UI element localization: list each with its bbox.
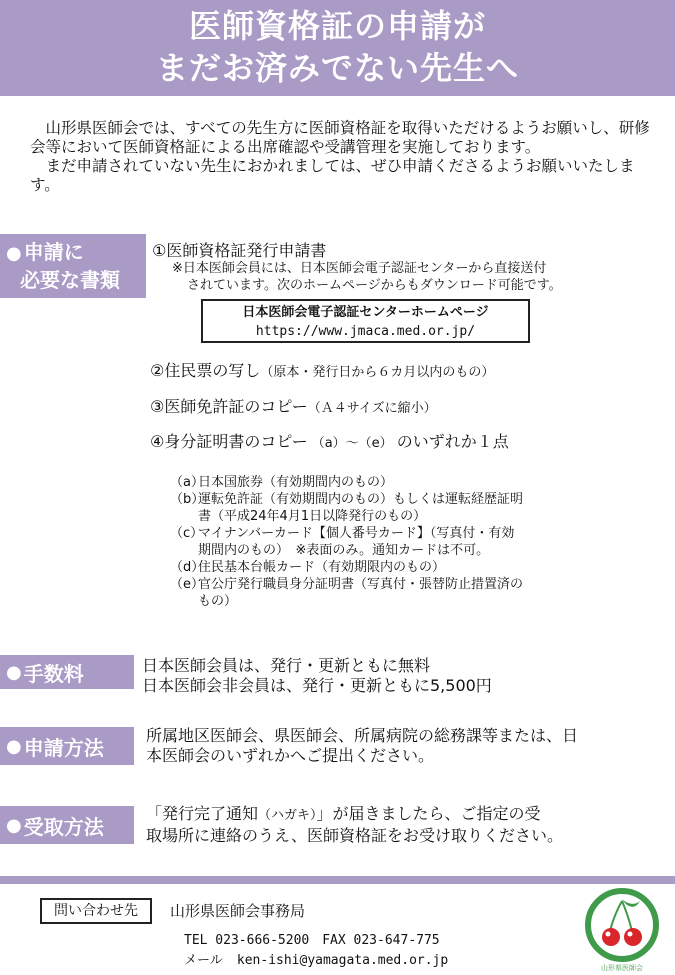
id-list-key: （d） xyxy=(170,560,205,575)
mail-label: メール xyxy=(184,953,223,968)
id-list-line1: 住民基本台帳カード（有効期限内のもの） xyxy=(198,560,446,575)
id-list-key: （a） xyxy=(170,475,204,490)
id-list-line1: 運転免許証（有効期間内のもの）もしくは運転経歴証明 xyxy=(198,492,524,507)
logo-caption: 山形県医師会 xyxy=(601,964,643,972)
page-title-line2: まだお済みでない先生へ xyxy=(155,49,519,87)
method-line-2: 本医師会のいずれかへご提出ください。 xyxy=(146,746,435,765)
doc-item-2-note: （原本・発行日から６カ月以内のもの） xyxy=(260,365,495,380)
doc-item-1-note-line2: されています。次のホームページからもダウンロード可能です。 xyxy=(187,278,562,293)
id-list-item-cont xyxy=(170,508,620,525)
receive-line-1b: （ハガキ） xyxy=(258,808,317,823)
footer-divider xyxy=(0,876,675,884)
id-list-indent xyxy=(170,542,198,559)
doc-item-4-range: （a）〜（e） xyxy=(311,436,393,451)
intro-paragraph-2: まだ申請されていない先生におかれましては、ぜひ申請くださるようお願いいたします。 xyxy=(30,157,635,194)
id-list-indent xyxy=(170,593,198,610)
intro-text xyxy=(30,119,650,195)
link-box xyxy=(201,299,530,343)
fee-line-2: 日本医師会非会員は、発行・更新ともに5,500円 xyxy=(142,676,492,695)
id-list-line2: 書（平成24年4月1日以降発行のもの） xyxy=(198,509,427,524)
doc-item-3-note: （Ａ４サイズに縮小） xyxy=(307,401,437,416)
doc-item-1-note-line1: ※日本医師会員には、日本医師会電子認証センターから直接送付 xyxy=(172,261,547,276)
receive-label: 受取方法 xyxy=(23,814,104,839)
fee-line-1: 日本医師会員は、発行・更新ともに無料 xyxy=(142,656,431,675)
method-label: 申請方法 xyxy=(23,735,104,760)
link-title: 日本医師会電子認証センターホームページ xyxy=(242,305,489,320)
doc-item-4-title: ④身分証明書のコピー xyxy=(150,432,308,451)
receive-text xyxy=(146,804,563,846)
id-list-line1: 日本国旅券（有効期間内のもの） xyxy=(198,475,394,490)
id-list-line1: マイナンバーカード【個人番号カード】（写真付・有効 xyxy=(198,526,515,541)
fee-text xyxy=(142,656,492,696)
id-list-line1: 官公庁発行職員身分証明書（写真付・張替防止措置済の xyxy=(198,577,524,592)
doc-item-2 xyxy=(150,358,494,381)
documents-label-line2: 必要な書類 xyxy=(20,268,120,292)
id-list-item-cont xyxy=(170,542,620,559)
receive-line-1c: 」が届きましたら、ご指定の受 xyxy=(316,804,541,823)
fee-label: 手数料 xyxy=(23,661,84,686)
doc-item-1: ①医師資格証発行申請書 xyxy=(152,241,327,260)
receive-line-2: 取場所に連絡のうえ、医師資格証をお受け取りください。 xyxy=(146,826,563,845)
id-list-item xyxy=(170,525,620,542)
id-list-item xyxy=(170,576,620,593)
method-line-1: 所属地区医師会、県医師会、所属病院の総務課等または、日 xyxy=(146,726,579,745)
bullet-icon: ● xyxy=(6,814,22,836)
id-list-line2: 期間内のもの） ※表面のみ。通知カードは不可。 xyxy=(198,543,490,558)
homepage-link[interactable]: https://www.jmaca.med.or.jp/ xyxy=(255,324,476,339)
doc-item-3 xyxy=(150,394,437,417)
doc-item-2-title: ②住民票の写し xyxy=(150,361,261,380)
documents-label-line1: 申請に xyxy=(23,240,84,264)
section-label-method xyxy=(0,727,134,765)
id-list-item-cont xyxy=(170,593,620,610)
contact-mail-row xyxy=(184,949,448,968)
contact-label-box: 問い合わせ先 xyxy=(40,898,152,924)
section-label-documents xyxy=(0,234,146,298)
id-document-list xyxy=(170,474,620,610)
receive-line-1a: 「発行完了通知 xyxy=(146,804,259,823)
id-list-item xyxy=(170,491,620,508)
bullet-icon: ● xyxy=(6,243,22,264)
contact-org: 山形県医師会事務局 xyxy=(170,902,306,920)
section-label-fee xyxy=(0,655,134,689)
method-text xyxy=(146,726,578,766)
id-list-key: （c） xyxy=(170,526,204,541)
bullet-icon: ● xyxy=(6,735,22,757)
doc-item-4-tail: のいずれか１点 xyxy=(396,432,509,451)
id-list-indent xyxy=(170,508,198,525)
cherry-logo-icon xyxy=(584,887,660,963)
id-list-item xyxy=(170,474,620,491)
email-link[interactable]: ken-ishi@yamagata.med.or.jp xyxy=(236,953,449,968)
contact-tel-fax: TEL 023-666-5200 FAX 023-647-775 xyxy=(184,933,440,948)
id-list-line2: もの） xyxy=(198,594,238,609)
id-list-key: （b） xyxy=(170,492,205,507)
doc-item-3-title: ③医師免許証のコピー xyxy=(150,397,308,416)
section-label-receive xyxy=(0,806,134,844)
logo-ring-text xyxy=(584,927,660,928)
association-logo xyxy=(584,887,660,973)
id-list-item xyxy=(170,559,620,576)
bullet-icon: ● xyxy=(6,661,22,683)
intro-paragraph-1: 山形県医師会では、すべての先生方に医師資格証を取得いただけるようお願いし、研修会等において医師資格証による出席確認や受講管理を実施しております。 xyxy=(30,119,650,156)
page-header xyxy=(0,0,675,96)
doc-item-4 xyxy=(150,429,509,452)
id-list-key: （e） xyxy=(170,577,204,592)
receive-line-1 xyxy=(146,804,563,826)
page-title-line1: 医師資格証の申請が xyxy=(188,7,486,45)
